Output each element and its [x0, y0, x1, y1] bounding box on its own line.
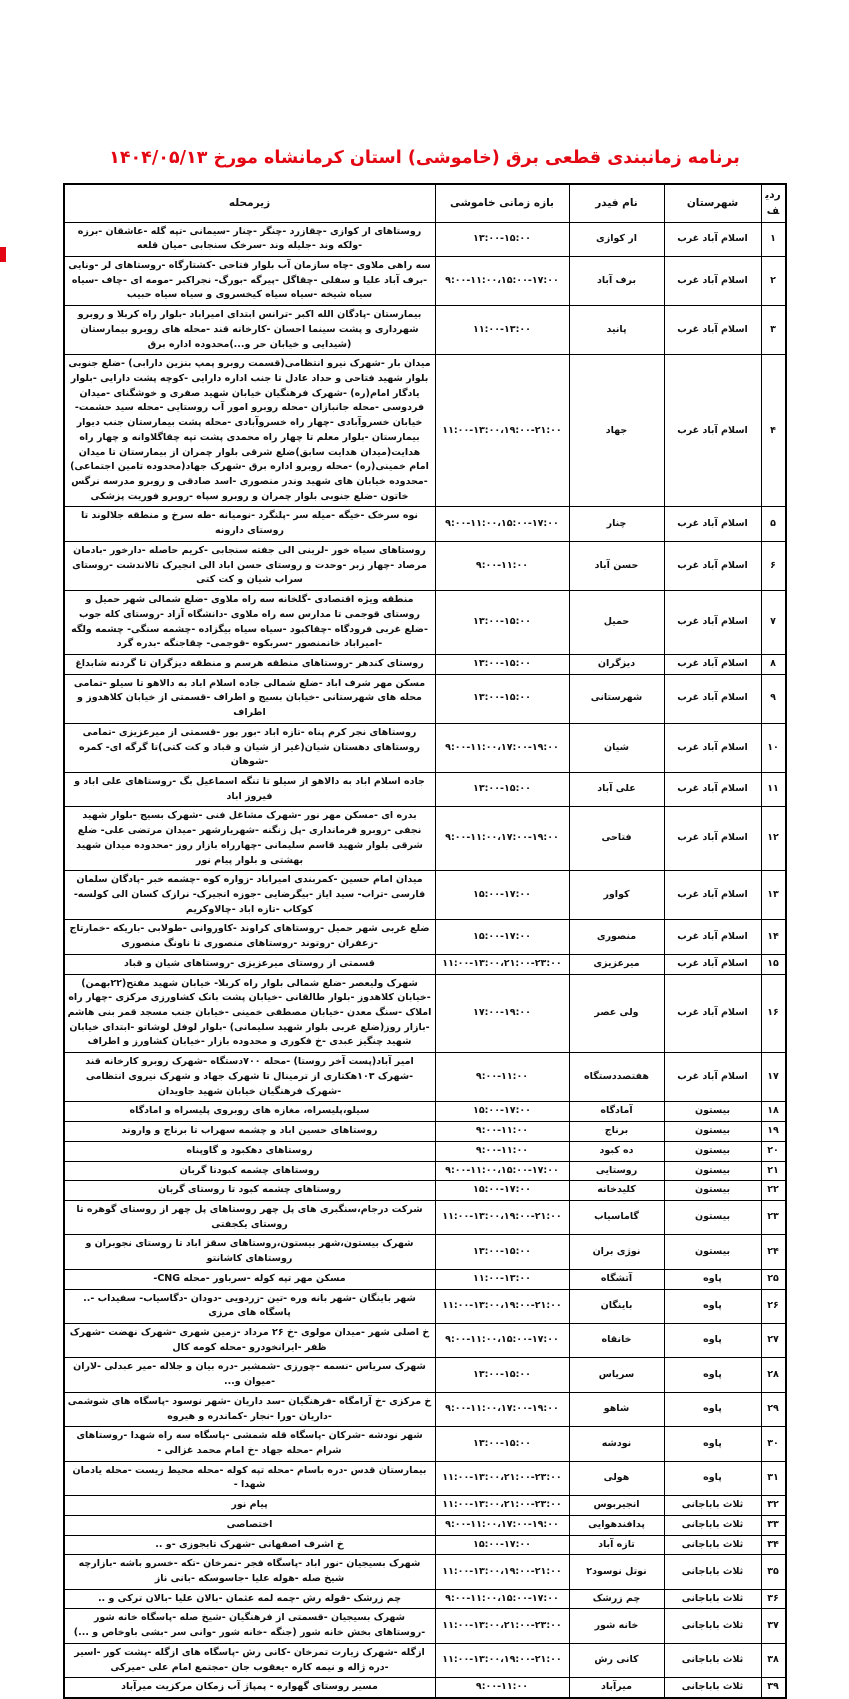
feeder-name-cell: ده کبود [569, 1141, 664, 1161]
outage-time-cell: ۹:۰۰-۱۱:۰۰،۱۵:۰۰-۱۷:۰۰ [435, 256, 569, 305]
outage-time-cell: ۱۳:۰۰-۱۵:۰۰ [435, 772, 569, 806]
subneighborhood-cell: شهر نودشه -شرکان -پاسگاه قله شمشی -پاسگاه سه راه شهدا -روستاهای شرام -محله جهاد -خ امام محمد غزالی - [64, 1427, 436, 1461]
header-row-number: ردیف [761, 184, 786, 222]
row-number-cell: ۲۷ [761, 1323, 786, 1357]
county-cell: اسلام آباد غرب [664, 1053, 761, 1102]
county-cell: اسلام آباد غرب [664, 723, 761, 772]
red-edge-fragment [0, 247, 6, 262]
row-number-cell: ۶ [761, 541, 786, 590]
outage-time-cell: ۱۵:۰۰-۱۷:۰۰ [435, 1181, 569, 1201]
outage-time-cell: ۱۱:۰۰-۱۳:۰۰،۲۱:۰۰-۲۳:۰۰ [435, 1496, 569, 1516]
county-cell: ثلاث باباجانی [664, 1535, 761, 1555]
subneighborhood-cell: روستاهای نجر کرم پناه -تازه اباد -بور بور -قسمتی از میرعزیزی -تمامی روستاهای دهستان شیان(غیر از شیان و قباد و کت کتی)تا گرگه ای- کمره -شوهان [64, 723, 436, 772]
county-cell: ثلاث باباجانی [664, 1496, 761, 1516]
row-number-cell: ۳ [761, 306, 786, 355]
table-row [64, 1235, 786, 1269]
row-number-cell: ۲۱ [761, 1161, 786, 1181]
outage-time-cell: ۱۱:۰۰-۱۳:۰۰،۱۹:۰۰-۲۱:۰۰ [435, 1289, 569, 1323]
subneighborhood-cell: چم زرشک -قوله رش -چمه لمه عثمان -بالان علیا -بالان ترکی و .. [64, 1589, 436, 1609]
outage-time-cell: ۹:۰۰-۱۱:۰۰،۱۷:۰۰-۱۹:۰۰ [435, 1515, 569, 1535]
county-cell: ثلاث باباجانی [664, 1589, 761, 1609]
county-cell: اسلام آباد غرب [664, 974, 761, 1053]
subneighborhood-cell: روستای کندهر -روستاهای منطقه هرسم و منطقه دیزگران تا گردنه شابداغ [64, 654, 436, 674]
feeder-name-cell: کواور [569, 871, 664, 920]
feeder-name-cell: سریاس [569, 1358, 664, 1392]
table-row [64, 1555, 786, 1589]
county-cell: اسلام آباد غرب [664, 871, 761, 920]
outage-time-cell: ۱۱:۰۰-۱۳:۰۰ [435, 1269, 569, 1289]
row-number-cell: ۳۲ [761, 1496, 786, 1516]
page-title: برنامه زمانبندی قطعی برق (خاموشی) استان کرمانشاه مورخ ۱۴۰۴/۰۵/۱۳ [109, 148, 740, 168]
table-row [64, 1515, 786, 1535]
table-row [64, 974, 786, 1053]
row-number-cell: ۳۱ [761, 1461, 786, 1495]
outage-time-cell: ۱۳:۰۰-۱۵:۰۰ [435, 1358, 569, 1392]
feeder-name-cell: منصوری [569, 920, 664, 954]
county-cell: پاوه [664, 1461, 761, 1495]
row-number-cell: ۱۴ [761, 920, 786, 954]
subneighborhood-cell: سه راهی ملاوی -چاه سازمان آب بلوار فتاحی -کشتارگاه -روستاهای لر -ونایی -برف آباد علیا و سفلی -چقاگل -پیرگه -بورگ- نجراکبر -مومه ای -چاف -سیاه سیاه شیخه -سیاه سیاه کیخسروی و سیاه سیاه حبیب [64, 256, 436, 305]
row-number-cell: ۳۶ [761, 1589, 786, 1609]
outage-time-cell: ۹:۰۰-۱۱:۰۰ [435, 1141, 569, 1161]
feeder-name-cell: آتشگاه [569, 1269, 664, 1289]
county-cell: بیستون [664, 1181, 761, 1201]
outage-time-cell: ۱۱:۰۰-۱۳:۰۰ [435, 306, 569, 355]
outage-time-cell: ۱۳:۰۰-۱۵:۰۰ [435, 591, 569, 655]
row-number-cell: ۳۵ [761, 1555, 786, 1589]
table-row [64, 507, 786, 541]
feeder-name-cell: میرآباد [569, 1678, 664, 1698]
row-number-cell: ۱۳ [761, 871, 786, 920]
table-row [64, 1392, 786, 1426]
table-row [64, 871, 786, 920]
county-cell: اسلام آباد غرب [664, 674, 761, 723]
outage-schedule-table [63, 183, 787, 1699]
county-cell: پاوه [664, 1392, 761, 1426]
feeder-name-cell: نودشه [569, 1427, 664, 1461]
subneighborhood-cell: مسیر روستای گهواره - پمپاژ آب زمکان مرکزیت میرآباد [64, 1678, 436, 1698]
row-number-cell: ۳۹ [761, 1678, 786, 1698]
table-row [64, 1589, 786, 1609]
outage-time-cell: ۱۵:۰۰-۱۷:۰۰ [435, 1102, 569, 1122]
subneighborhood-cell: ازگله -شهرک زیارت تمرخان -کانی رش -پاسگاه های ازگله -پشت کور -اسیر -دره ژاله و نیمه کاره -یعقوب جان -مجتمع امام علی -میرکی [64, 1643, 436, 1677]
table-row [64, 954, 786, 974]
feeder-name-cell: هفتصددستگاه [569, 1053, 664, 1102]
county-cell: اسلام آباد غرب [664, 541, 761, 590]
subneighborhood-cell: میدان امام حسین -کمربندی امیراباد -زواره کوه -چشمه خبر -پادگان سلمان فارسی -تراب- سید ایاز -بیگرضایی -جوزه انجیرک- نرازک کسان الی کولسه- کوکاب -تازه اباد -چالاوکریم [64, 871, 436, 920]
header-outage-time: بازه زمانی خاموشی [435, 184, 569, 222]
subneighborhood-cell: روستاهای چشمه کبودتا گربان [64, 1161, 436, 1181]
outage-time-cell: ۹:۰۰-۱۱:۰۰ [435, 1122, 569, 1142]
row-number-cell: ۲۵ [761, 1269, 786, 1289]
table-row [64, 1161, 786, 1181]
outage-time-cell: ۱۵:۰۰-۱۷:۰۰ [435, 1535, 569, 1555]
county-cell: اسلام آباد غرب [664, 591, 761, 655]
county-cell: اسلام آباد غرب [664, 954, 761, 974]
county-cell: پاوه [664, 1269, 761, 1289]
table-row [64, 674, 786, 723]
subneighborhood-cell: قسمتی از روستای میرعزیزی -روستاهای شیان و قباد [64, 954, 436, 974]
feeder-name-cell: انجیربوس [569, 1496, 664, 1516]
table-row [64, 1358, 786, 1392]
table-row [64, 1461, 786, 1495]
table-row [64, 1535, 786, 1555]
outage-time-cell: ۱۱:۰۰-۱۳:۰۰،۲۱:۰۰-۲۳:۰۰ [435, 954, 569, 974]
county-cell: ثلاث باباجانی [664, 1555, 761, 1589]
table-row [64, 1609, 786, 1643]
row-number-cell: ۱۵ [761, 954, 786, 974]
subneighborhood-cell: روستاهای دهکبود و گاوپناه [64, 1141, 436, 1161]
subneighborhood-cell: میدان بار -شهرک نیرو انتظامی(قسمت روبرو پمپ بنزین دارابی) -ضلع جنوبی بلوار شهید فتاحی و حداد عادل تا جنب اداره دارایی -کوچه پشت دارایی -بلوار یادگار امام(ره) -شهرک فرهنگیان خیابان شهید صفری و خوشگنای -میدان فردوسی -محله جانبازان -محله روبرو امور آب روستایی -محله سید حشمت- خیابان خسروآبادی -چهار راه خسروآبادی -محله پشت بیمارستان جنب دیوار بیمارستان -بلوار معلم تا چهار راه محمدی پشت تپه چقاگلاوانه و چهار راه هدایت(میدان هدایت سابق)ضلع شرقی بلوار چمران از بیمارستان تا میدان امام خمینی(ره) -محله روبرو اداره برق -شهرک جهاد(محدوده تامین اجتماعی) -محدوده خیابان های شهید وندر منصوری -اسد صادقی و روبرو مدرسه نرگس خاتون -ضلع جنوبی بلوار چمران و روبرو سپاه -روبرو فوریت پزشکی [64, 355, 436, 507]
row-number-cell: ۳۴ [761, 1535, 786, 1555]
table-row [64, 772, 786, 806]
subneighborhood-cell: نوه سرخک -خیگه -میله سر -پلنگرد -نومیانه -طه سرخ و منطقه جلالوند تا روستای دارونه [64, 507, 436, 541]
county-cell: پاوه [664, 1427, 761, 1461]
feeder-name-cell: باینگان [569, 1289, 664, 1323]
feeder-name-cell: دیزگران [569, 654, 664, 674]
outage-time-cell: ۹:۰۰-۱۱:۰۰ [435, 1678, 569, 1698]
feeder-name-cell: هولی [569, 1461, 664, 1495]
table-row [64, 1053, 786, 1102]
row-number-cell: ۱۹ [761, 1122, 786, 1142]
county-cell: پاوه [664, 1358, 761, 1392]
row-number-cell: ۲۸ [761, 1358, 786, 1392]
feeder-name-cell: ولی عصر [569, 974, 664, 1053]
county-cell: اسلام آباد غرب [664, 772, 761, 806]
subneighborhood-cell: روستاهای چشمه کبود تا روستای گربان [64, 1181, 436, 1201]
row-number-cell: ۱۶ [761, 974, 786, 1053]
feeder-name-cell: میرعزیزی [569, 954, 664, 974]
subneighborhood-cell: شرکت درجام،سنگبری های پل چهر روستاهای پل چهر از روستای گوهره تا روستای یکجفتی [64, 1200, 436, 1234]
feeder-name-cell: کانی رش [569, 1643, 664, 1677]
subneighborhood-cell: سیلو،پلیسراه، مغازه های روبروی پلیسراه و امادگاه [64, 1102, 436, 1122]
outage-time-cell: ۹:۰۰-۱۱:۰۰،۱۵:۰۰-۱۷:۰۰ [435, 1161, 569, 1181]
subneighborhood-cell: شهرک بیستون،شهر بیستون،روستاهای سقز اباد تا روستای نجوبران و روستاهای کاشانتو [64, 1235, 436, 1269]
outage-time-cell: ۱۱:۰۰-۱۳:۰۰،۱۹:۰۰-۲۱:۰۰ [435, 1200, 569, 1234]
subneighborhood-cell: بدره ای -مسکن مهر نور -شهرک مشاغل فنی -شهرک بسیج -بلوار شهید نجفی -روبرو فرمانداری -پل زنگنه -شهریارشهر -میدان مرتضی علی- ضلع شرقی بلوار شهید قاسم سلیمانی -چهارراه بازار روز -محدوده میدان شهید بهشتی و بلوار پیام نور [64, 807, 436, 871]
feeder-name-cell: برناج [569, 1122, 664, 1142]
feeder-name-cell: شهرستانی [569, 674, 664, 723]
row-number-cell: ۱۸ [761, 1102, 786, 1122]
row-number-cell: ۲ [761, 256, 786, 305]
county-cell: اسلام آباد غرب [664, 920, 761, 954]
row-number-cell: ۳۰ [761, 1427, 786, 1461]
table-row [64, 541, 786, 590]
row-number-cell: ۱۷ [761, 1053, 786, 1102]
outage-time-cell: ۱۱:۰۰-۱۳:۰۰،۲۱:۰۰-۲۳:۰۰ [435, 1461, 569, 1495]
row-number-cell: ۱۲ [761, 807, 786, 871]
row-number-cell: ۳۷ [761, 1609, 786, 1643]
county-cell: اسلام آباد غرب [664, 654, 761, 674]
subneighborhood-cell: خ اشرف اصفهانی -شهرک تابجوزی -و .. [64, 1535, 436, 1555]
row-number-cell: ۲۳ [761, 1200, 786, 1234]
table-row [64, 591, 786, 655]
table-row [64, 306, 786, 355]
row-number-cell: ۲۰ [761, 1141, 786, 1161]
feeder-name-cell: خانه شور [569, 1609, 664, 1643]
subneighborhood-cell: پیام نور [64, 1496, 436, 1516]
county-cell: بیستون [664, 1200, 761, 1234]
feeder-name-cell: حمیل [569, 591, 664, 655]
county-cell: ثلاث باباجانی [664, 1609, 761, 1643]
table-row [64, 1323, 786, 1357]
county-cell: ثلاث باباجانی [664, 1515, 761, 1535]
subneighborhood-cell: شهرک بسیجیان -قسمتی از فرهنگیان -شیخ صله -پاسگاه خانه شور -روستاهای بخش خانه شور (جنگه -خانه شور -وانی سر -بشی باوخاص و ...) [64, 1609, 436, 1643]
outage-time-cell: ۱۳:۰۰-۱۵:۰۰ [435, 654, 569, 674]
outage-time-cell: ۱۳:۰۰-۱۵:۰۰ [435, 222, 569, 256]
feeder-name-cell: حسن آباد [569, 541, 664, 590]
table-header [64, 184, 786, 222]
feeder-name-cell: روستایی [569, 1161, 664, 1181]
subneighborhood-cell: ضلع غربی شهر حمیل -روستاهای کراوند -کاوروانی -طولابی -باریکه -خمارتاج -زعفران -روتوند -روستاهای منصوری تا ناونگ منصوری [64, 920, 436, 954]
row-number-cell: ۸ [761, 654, 786, 674]
feeder-name-cell: شیان [569, 723, 664, 772]
subneighborhood-cell: شهرک بسیجیان -نور اباد -پاسگاه فجر -نمرخان -تکه -خسرو باشه -بازارچه شیخ صله -هوله علیا -جاسوسکه -بانی ناز [64, 1555, 436, 1589]
row-number-cell: ۱ [761, 222, 786, 256]
outage-time-cell: ۹:۰۰-۱۱:۰۰ [435, 1053, 569, 1102]
feeder-name-cell: کلیدخانه [569, 1181, 664, 1201]
row-number-cell: ۴ [761, 355, 786, 507]
table-row [64, 1181, 786, 1201]
county-cell: بیستون [664, 1102, 761, 1122]
feeder-name-cell: چم زرشک [569, 1589, 664, 1609]
county-cell: اسلام آباد غرب [664, 807, 761, 871]
subneighborhood-cell: امیر آباد(پست آخر روستا) -محله ۷۰۰دستگاه -شهرک روبرو کارخانه قند -شهرک ۱۰۳هکتاری از ترمینال تا شهرک جهاد و شهرک نیروی انتظامی -شهرک فرهنگیان خیابان شهید جاویدان [64, 1053, 436, 1102]
subneighborhood-cell: روستاهای حسین اباد و چشمه سهراب تا برناج و واروند [64, 1122, 436, 1142]
county-cell: بیستون [664, 1235, 761, 1269]
feeder-name-cell: خانقاه [569, 1323, 664, 1357]
outage-time-cell: ۱۱:۰۰-۱۳:۰۰،۱۹:۰۰-۲۱:۰۰ [435, 355, 569, 507]
schedule-table-body [64, 222, 786, 1698]
subneighborhood-cell: جاده اسلام اباد به دالاهو از سیلو تا تنگه اسماعیل بگ -روستاهای علی اباد و فیروز اباد [64, 772, 436, 806]
header-subneighborhood: زیرمحله [64, 184, 436, 222]
outage-time-cell: ۱۳:۰۰-۱۵:۰۰ [435, 674, 569, 723]
table-row [64, 1141, 786, 1161]
subneighborhood-cell: مسکن مهر شرف اباد -ضلع شمالی جاده اسلام اباد به دالاهو تا سیلو -تمامی محله های شهرستانی -خیابان بسیج و اطراف -قسمتی از خیابان کلاهدوز و اطراف [64, 674, 436, 723]
outage-time-cell: ۹:۰۰-۱۱:۰۰،۱۷:۰۰-۱۹:۰۰ [435, 723, 569, 772]
table-row [64, 1427, 786, 1461]
subneighborhood-cell: بیمارستان -پادگان الله اکبر -ترانس ابتدای امیراباد -بلوار راه کربلا و روبرو شهرداری و پشت سینما احسان -کارخانه قند -محله های روبرو بیمارستان (شیدایی و خیابان حر و...)محدوده اداره برق [64, 306, 436, 355]
table-row [64, 1678, 786, 1698]
outage-time-cell: ۱۳:۰۰-۱۵:۰۰ [435, 1427, 569, 1461]
outage-time-cell: ۱۱:۰۰-۱۳:۰۰،۱۹:۰۰-۲۱:۰۰ [435, 1555, 569, 1589]
row-number-cell: ۵ [761, 507, 786, 541]
subneighborhood-cell: شهرک ولیعصر -ضلع شمالی بلوار راه کربلا- خیابان شهید مفتح(۲۲بهمن) -خیابان کلاهدوز -بلوار طالقانی -خیابان پشت بانک کشاورزی مرکزی -چهار راه املاک -سنگ معدن -خیابان مصطفی خمینی -خیابان جنب مسجد قمر بنی هاشم -بازار روز(ضلع غربی بلوار شهید سلیمانی) -بلوار لوفل لوشاتو -ابتدای خیابان شهید چنگیز عبدی -خ فکوری و محدوده بازار -خیابان کشاورز و اطراف [64, 974, 436, 1053]
county-cell: اسلام آباد غرب [664, 222, 761, 256]
subneighborhood-cell: منطقه ویژه اقتصادی -گلخانه سه راه ملاوی -ضلع شمالی شهر حمیل و روستای قوجمی تا مدارس سه راه ملاوی -دانشگاه آزاد -روستای کله جوب -ضلع غربی فرودگاه -چقاکبود -سیاه سیاه بیگزاده -چشمه سنگی- چشمه ولگه -امیراباد خانمنصور -سربکوه -قوجمی- چقاجنگه -بدره گرد [64, 591, 436, 655]
header-row [64, 184, 786, 222]
outage-time-cell: ۹:۰۰-۱۱:۰۰ [435, 541, 569, 590]
county-cell: پاوه [664, 1323, 761, 1357]
subneighborhood-cell: بیمارستان قدس -دره باسام -محله تپه کوله -محله محیط زیست -محله یادمان شهدا - [64, 1461, 436, 1495]
row-number-cell: ۷ [761, 591, 786, 655]
row-number-cell: ۲۹ [761, 1392, 786, 1426]
county-cell: بیستون [664, 1161, 761, 1181]
header-feeder: نام فیدر [569, 184, 664, 222]
table-row [64, 1643, 786, 1677]
feeder-name-cell: پانید [569, 306, 664, 355]
county-cell: بیستون [664, 1141, 761, 1161]
table-row [64, 256, 786, 305]
outage-time-cell: ۱۷:۰۰-۱۹:۰۰ [435, 974, 569, 1053]
feeder-name-cell: فتاحی [569, 807, 664, 871]
subneighborhood-cell: روستاهای سیاه خور -لرینی الی جفته سنجابی -کریم حاصله -دارخور -بادمان مرصاد -چهار زبر -وحدت و روستای حسن اباد الی انجیرک تالاندشت -روستای سراب شیان و کت کتی [64, 541, 436, 590]
subneighborhood-cell: خ اصلی شهر -میدان مولوی -خ ۲۶ مرداد -زمین شهری -شهرک نهضت -شهرک ظفر -ایرانخودرو -محله کومه کال [64, 1323, 436, 1357]
subneighborhood-cell: روستاهای ار کوازی -چقازرد -چنگر -چنار -سیمانی -تپه گله -عاشقان -برزه -ولکه وند -جلیله وند -سرخک سنجابی -میان قلعه [64, 222, 436, 256]
subneighborhood-cell: مسکن مهر تپه کوله -سرباور -محله CNG- [64, 1269, 436, 1289]
row-number-cell: ۱۰ [761, 723, 786, 772]
feeder-name-cell: نوژی بران [569, 1235, 664, 1269]
table-row [64, 1200, 786, 1234]
county-cell: ثلاث باباجانی [664, 1643, 761, 1677]
table-row [64, 1289, 786, 1323]
feeder-name-cell: تازه آباد [569, 1535, 664, 1555]
row-number-cell: ۲۶ [761, 1289, 786, 1323]
county-cell: اسلام آباد غرب [664, 306, 761, 355]
feeder-name-cell: برف آباد [569, 256, 664, 305]
table-row [64, 1102, 786, 1122]
feeder-name-cell: چنار [569, 507, 664, 541]
table-row [64, 1269, 786, 1289]
row-number-cell: ۲۲ [761, 1181, 786, 1201]
subneighborhood-cell: خ مرکزی -خ آرامگاه -فرهنگیان -سد داریان -شهر نوسود -پاسگاه های شوشمی -داریان -ورا -نجار -کماندره و هیروه [64, 1392, 436, 1426]
outage-time-cell: ۱۵:۰۰-۱۷:۰۰ [435, 871, 569, 920]
row-number-cell: ۹ [761, 674, 786, 723]
row-number-cell: ۳۸ [761, 1643, 786, 1677]
subneighborhood-cell: شهر باینگان -شهر بانه وره -تین -زردویی -دودان -دگاسیاب- سفیداب -.. پاسگاه های مرزی [64, 1289, 436, 1323]
outage-time-cell: ۹:۰۰-۱۱:۰۰،۱۷:۰۰-۱۹:۰۰ [435, 807, 569, 871]
feeder-name-cell: گاماسیاب [569, 1200, 664, 1234]
feeder-name-cell: آمادگاه [569, 1102, 664, 1122]
county-cell: اسلام آباد غرب [664, 355, 761, 507]
outage-time-cell: ۱۵:۰۰-۱۷:۰۰ [435, 920, 569, 954]
table-row [64, 920, 786, 954]
outage-time-cell: ۹:۰۰-۱۱:۰۰،۱۵:۰۰-۱۷:۰۰ [435, 1323, 569, 1357]
table-row [64, 654, 786, 674]
feeder-name-cell: علی آباد [569, 772, 664, 806]
table-row [64, 1496, 786, 1516]
county-cell: بیستون [664, 1122, 761, 1142]
county-cell: پاوه [664, 1289, 761, 1323]
row-number-cell: ۲۴ [761, 1235, 786, 1269]
table-row [64, 1122, 786, 1142]
feeder-name-cell: نوتل نوسود۲ [569, 1555, 664, 1589]
outage-time-cell: ۹:۰۰-۱۱:۰۰،۱۵:۰۰-۱۷:۰۰ [435, 1589, 569, 1609]
outage-time-cell: ۹:۰۰-۱۱:۰۰،۱۵:۰۰-۱۷:۰۰ [435, 507, 569, 541]
table-row [64, 723, 786, 772]
feeder-name-cell: ار کوازی [569, 222, 664, 256]
outage-time-cell: ۱۱:۰۰-۱۳:۰۰،۲۱:۰۰-۲۳:۰۰ [435, 1609, 569, 1643]
outage-time-cell: ۱۳:۰۰-۱۵:۰۰ [435, 1235, 569, 1269]
county-cell: ثلاث باباجانی [664, 1678, 761, 1698]
county-cell: اسلام آباد غرب [664, 256, 761, 305]
subneighborhood-cell: شهرک سریاس -نسمه -چورزی -شمشیر -دره بیان و جلاله -میر عبدلی -لاران -میوان و... [64, 1358, 436, 1392]
table-row [64, 355, 786, 507]
row-number-cell: ۱۱ [761, 772, 786, 806]
county-cell: اسلام آباد غرب [664, 507, 761, 541]
feeder-name-cell: پدافندهوایی [569, 1515, 664, 1535]
header-county: شهرستان [664, 184, 761, 222]
outage-time-cell: ۹:۰۰-۱۱:۰۰،۱۷:۰۰-۱۹:۰۰ [435, 1392, 569, 1426]
subneighborhood-cell: اختصاصی [64, 1515, 436, 1535]
document-page [0, 148, 849, 1693]
row-number-cell: ۳۳ [761, 1515, 786, 1535]
feeder-name-cell: شاهو [569, 1392, 664, 1426]
table-row [64, 807, 786, 871]
outage-time-cell: ۱۱:۰۰-۱۳:۰۰،۱۹:۰۰-۲۱:۰۰ [435, 1643, 569, 1677]
table-row [64, 222, 786, 256]
feeder-name-cell: جهاد [569, 355, 664, 507]
